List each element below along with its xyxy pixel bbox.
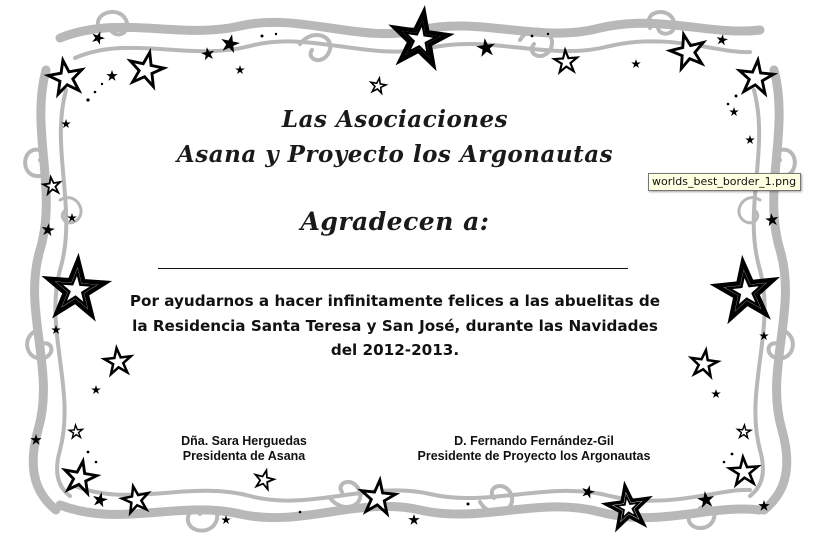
thanks-label: Agradecen a: bbox=[300, 207, 490, 236]
signer-left bbox=[152, 434, 336, 464]
heading-line-1: Las Asociaciones bbox=[281, 106, 509, 133]
signer-left-title: Presidenta de Asana bbox=[182, 449, 306, 463]
signer-left-name: Dña. Sara Herguedas bbox=[181, 434, 307, 448]
signer-right-title: Presidente de Proyecto los Argonautas bbox=[417, 449, 651, 463]
certificate-body-text: Por ayudarnos a hacer infinitamente felices a las abuelitas de la Residencia Santa Teresa y San José, durante las Navidades del 2012-2013. bbox=[129, 292, 661, 359]
signer-right-name: D. Fernando Fernández-Gil bbox=[454, 434, 614, 448]
recipient-name-line[interactable] bbox=[158, 268, 628, 269]
image-filename-tooltip: worlds_best_border_1.png bbox=[648, 173, 801, 191]
heading-line-2: Asana y Proyecto los Argonautas bbox=[176, 141, 614, 168]
signer-right bbox=[392, 434, 676, 464]
